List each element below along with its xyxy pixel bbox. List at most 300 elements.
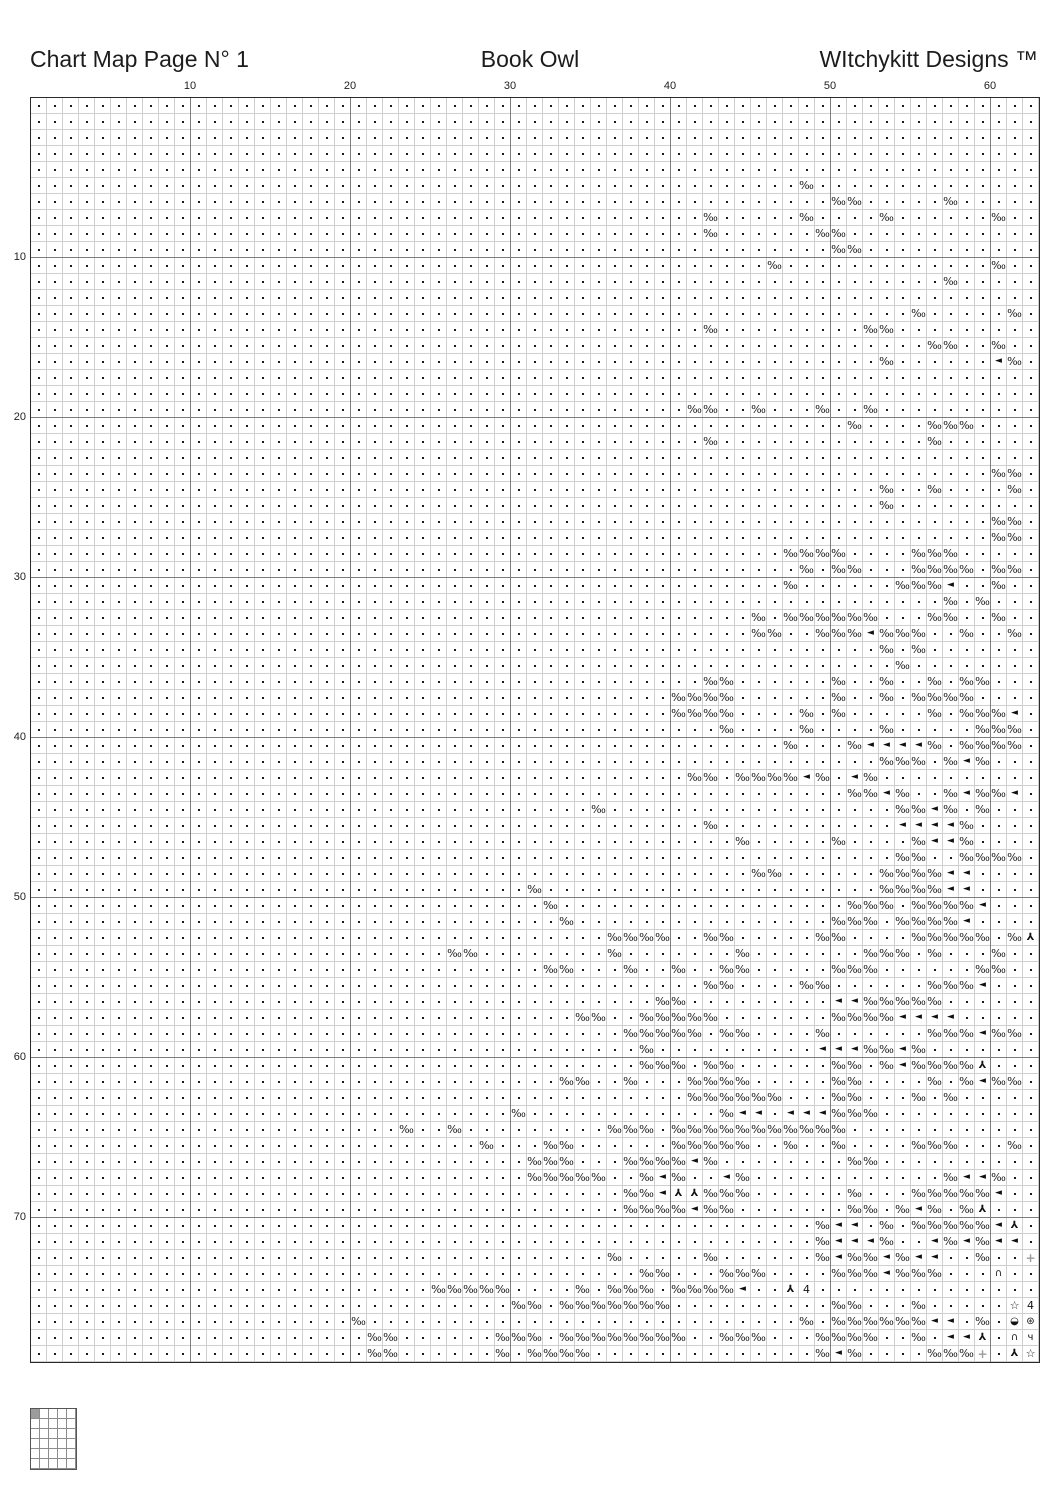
- dot-stitch: [134, 633, 136, 635]
- dot-stitch: [118, 217, 120, 219]
- grid-cell: [31, 178, 47, 194]
- grid-cell: [63, 658, 79, 674]
- dot-stitch: [902, 393, 904, 395]
- grid-cell: [815, 114, 831, 130]
- grid-cell: [815, 546, 831, 562]
- dot-stitch: [726, 553, 728, 555]
- grid-cell: [239, 258, 255, 274]
- dot-stitch: [214, 249, 216, 251]
- grid-cell: [911, 610, 927, 626]
- dot-stitch: [502, 281, 504, 283]
- grid-cell: [143, 482, 159, 498]
- dot-stitch: [534, 409, 536, 411]
- grid-cell: [799, 434, 815, 450]
- grid-cell: [943, 242, 959, 258]
- grid-cell: [335, 258, 351, 274]
- grid-cell: [175, 530, 191, 546]
- grid-cell: [319, 466, 335, 482]
- dot-stitch: [486, 249, 488, 251]
- dot-stitch: [1014, 329, 1016, 331]
- grid-cell: [607, 530, 623, 546]
- dot-stitch: [838, 169, 840, 171]
- column-label: 60: [983, 80, 997, 92]
- permille-stitch: ‰: [799, 707, 814, 720]
- permille-stitch: ‰: [703, 211, 718, 224]
- grid-cell: [655, 98, 671, 114]
- grid-cell: [47, 402, 63, 418]
- permille-stitch: ‰: [703, 435, 718, 448]
- dot-stitch: [550, 153, 552, 155]
- dot-stitch: [358, 473, 360, 475]
- grid-cell: [783, 594, 799, 610]
- dot-stitch: [438, 329, 440, 331]
- dot-stitch: [214, 681, 216, 683]
- dot-stitch: [646, 601, 648, 603]
- grid-cell: [495, 642, 511, 658]
- dot-stitch: [214, 697, 216, 699]
- dot-stitch: [134, 409, 136, 411]
- dot-stitch: [374, 425, 376, 427]
- grid-cell: [1007, 594, 1023, 610]
- dot-stitch: [694, 217, 696, 219]
- grid-cell: [335, 610, 351, 626]
- grid-cell: [127, 370, 143, 386]
- dot-stitch: [406, 265, 408, 267]
- dot-stitch: [230, 489, 232, 491]
- grid-cell: [671, 258, 687, 274]
- grid-cell: [431, 418, 447, 434]
- grid-cell: [927, 386, 943, 402]
- dot-stitch: [326, 553, 328, 555]
- grid-cell: [479, 274, 495, 290]
- dot-stitch: [630, 169, 632, 171]
- dot-stitch: [662, 489, 664, 491]
- dot-stitch: [934, 121, 936, 123]
- permille-stitch: ‰: [911, 579, 926, 592]
- grid-cell: [111, 482, 127, 498]
- dot-stitch: [758, 281, 760, 283]
- grid-cell: [495, 178, 511, 194]
- dot-stitch: [934, 505, 936, 507]
- dot-stitch: [374, 697, 376, 699]
- dot-stitch: [1030, 105, 1032, 107]
- dot-stitch: [918, 153, 920, 155]
- grid-cell: [559, 306, 575, 322]
- grid-cell: [639, 642, 655, 658]
- grid-cell: [527, 610, 543, 626]
- grid-cell: [335, 114, 351, 130]
- dot-stitch: [838, 345, 840, 347]
- grid-cell: [799, 674, 815, 690]
- dot-stitch: [422, 377, 424, 379]
- grid-cell: [879, 162, 895, 178]
- grid-cell: [895, 402, 911, 418]
- grid-cell: [655, 290, 671, 306]
- grid-cell: [431, 386, 447, 402]
- dot-stitch: [822, 393, 824, 395]
- grid-cell: [543, 450, 559, 466]
- grid-cell: [751, 498, 767, 514]
- grid-cell: [511, 258, 527, 274]
- dot-stitch: [342, 377, 344, 379]
- grid-cell: [687, 642, 703, 658]
- dot-stitch: [390, 649, 392, 651]
- grid-cell: [319, 242, 335, 258]
- dot-stitch: [358, 489, 360, 491]
- dot-stitch: [102, 537, 104, 539]
- grid-cell: [559, 690, 575, 706]
- grid-cell: [991, 626, 1007, 642]
- grid-cell: [911, 466, 927, 482]
- dot-stitch: [582, 617, 584, 619]
- grid-cell: [607, 418, 623, 434]
- grid-cell: [335, 658, 351, 674]
- grid-cell: [287, 466, 303, 482]
- grid-cell: [271, 98, 287, 114]
- dot-stitch: [262, 169, 264, 171]
- permille-stitch: ‰: [927, 339, 942, 352]
- left-arrow-stitch: ◄: [1011, 708, 1018, 718]
- dot-stitch: [390, 201, 392, 203]
- grid-cell: [383, 594, 399, 610]
- grid-cell: [719, 498, 735, 514]
- dot-stitch: [390, 281, 392, 283]
- grid-cell: [687, 466, 703, 482]
- dot-stitch: [614, 649, 616, 651]
- dot-stitch: [886, 473, 888, 475]
- dot-stitch: [246, 601, 248, 603]
- grid-cell: [511, 242, 527, 258]
- dot-stitch: [806, 489, 808, 491]
- grid-cell: [31, 562, 47, 578]
- dot-stitch: [806, 345, 808, 347]
- dot-stitch: [774, 185, 776, 187]
- grid-cell: [447, 98, 463, 114]
- grid-cell: [271, 642, 287, 658]
- grid-cell: [159, 306, 175, 322]
- grid-cell: [591, 466, 607, 482]
- dot-stitch: [854, 585, 856, 587]
- dot-stitch: [166, 665, 168, 667]
- grid-cell: [79, 338, 95, 354]
- dot-stitch: [54, 105, 56, 107]
- dot-stitch: [470, 473, 472, 475]
- permille-stitch: ‰: [799, 179, 814, 192]
- grid-cell: [815, 274, 831, 290]
- dot-stitch: [950, 233, 952, 235]
- page-title: Chart Map Page N° 1: [30, 46, 249, 72]
- grid-cell: [399, 354, 415, 370]
- grid-cell: [879, 178, 895, 194]
- grid-cell: [927, 434, 943, 450]
- grid-cell: [943, 706, 959, 722]
- grid-cell: [879, 706, 895, 722]
- grid-cell: [191, 386, 207, 402]
- dot-stitch: [534, 377, 536, 379]
- grid-cell: [975, 114, 991, 130]
- grid-cell: [879, 114, 895, 130]
- grid-cell: [303, 338, 319, 354]
- dot-stitch: [774, 617, 776, 619]
- dot-stitch: [262, 649, 264, 651]
- grid-cell: [863, 402, 879, 418]
- grid-cell: [847, 466, 863, 482]
- grid-cell: [879, 690, 895, 706]
- dot-stitch: [806, 393, 808, 395]
- dot-stitch: [1014, 393, 1016, 395]
- dot-stitch: [726, 537, 728, 539]
- dot-stitch: [822, 713, 824, 715]
- grid-cell: [895, 530, 911, 546]
- dot-stitch: [214, 233, 216, 235]
- grid-cell: [559, 242, 575, 258]
- grid-cell: [31, 146, 47, 162]
- dot-stitch: [166, 441, 168, 443]
- grid-cell: [1023, 706, 1039, 722]
- dot-stitch: [294, 265, 296, 267]
- dot-stitch: [198, 185, 200, 187]
- grid-cell: [623, 498, 639, 514]
- grid-cell: [255, 354, 271, 370]
- grid-cell: [847, 626, 863, 642]
- grid-cell: [207, 562, 223, 578]
- grid-cell: [159, 210, 175, 226]
- grid-cell: [703, 658, 719, 674]
- grid-cell: [367, 322, 383, 338]
- dot-stitch: [550, 697, 552, 699]
- grid-cell: [255, 578, 271, 594]
- grid-cell: [543, 418, 559, 434]
- grid-cell: [63, 626, 79, 642]
- dot-stitch: [886, 665, 888, 667]
- dot-stitch: [502, 553, 504, 555]
- grid-cell: [159, 290, 175, 306]
- dot-stitch: [214, 169, 216, 171]
- dot-stitch: [998, 489, 1000, 491]
- dot-stitch: [982, 521, 984, 523]
- grid-cell: [575, 450, 591, 466]
- dot-stitch: [70, 393, 72, 395]
- dot-stitch: [710, 457, 712, 459]
- dot-stitch: [774, 425, 776, 427]
- dot-stitch: [150, 569, 152, 571]
- grid-cell: [63, 642, 79, 658]
- grid-cell: [47, 610, 63, 626]
- grid-cell: [191, 178, 207, 194]
- dot-stitch: [134, 505, 136, 507]
- dot-stitch: [390, 313, 392, 315]
- grid-cell: [543, 514, 559, 530]
- dot-stitch: [790, 569, 792, 571]
- grid-cell: [559, 434, 575, 450]
- dot-stitch: [70, 585, 72, 587]
- grid-cell: [671, 546, 687, 562]
- grid-cell: [335, 530, 351, 546]
- dot-stitch: [790, 441, 792, 443]
- grid-cell: [927, 178, 943, 194]
- grid-cell: [959, 290, 975, 306]
- dot-stitch: [918, 345, 920, 347]
- grid-cell: [815, 226, 831, 242]
- grid-cell: [639, 482, 655, 498]
- grid-cell: [591, 290, 607, 306]
- grid-cell: [591, 178, 607, 194]
- dot-stitch: [134, 153, 136, 155]
- grid-cell: [703, 402, 719, 418]
- dot-stitch: [774, 329, 776, 331]
- dot-stitch: [918, 169, 920, 171]
- dot-stitch: [294, 441, 296, 443]
- grid-cell: [95, 578, 111, 594]
- grid-cell: [399, 498, 415, 514]
- grid-cell: [911, 98, 927, 114]
- dot-stitch: [758, 201, 760, 203]
- grid-cell: [975, 258, 991, 274]
- dot-stitch: [854, 441, 856, 443]
- dot-stitch: [966, 457, 968, 459]
- grid-cell: [63, 162, 79, 178]
- grid-cell: [207, 114, 223, 130]
- grid-cell: [767, 514, 783, 530]
- grid-cell: [559, 162, 575, 178]
- grid-cell: [1007, 418, 1023, 434]
- dot-stitch: [630, 633, 632, 635]
- dot-stitch: [406, 329, 408, 331]
- dot-stitch: [886, 201, 888, 203]
- dot-stitch: [374, 601, 376, 603]
- grid-cell: [831, 306, 847, 322]
- grid-cell: [47, 370, 63, 386]
- dot-stitch: [630, 377, 632, 379]
- grid-cell: [175, 146, 191, 162]
- grid-cell: [271, 146, 287, 162]
- grid-cell: [655, 322, 671, 338]
- dot-stitch: [918, 105, 920, 107]
- dot-stitch: [38, 489, 40, 491]
- grid-cell: [63, 722, 79, 738]
- grid-cell: [159, 274, 175, 290]
- dot-stitch: [822, 537, 824, 539]
- permille-stitch: ‰: [1007, 515, 1022, 528]
- grid-cell: [159, 466, 175, 482]
- permille-stitch: ‰: [927, 675, 942, 688]
- grid-cell: [319, 658, 335, 674]
- dot-stitch: [406, 441, 408, 443]
- dot-stitch: [182, 201, 184, 203]
- grid-cell: [447, 290, 463, 306]
- grid-cell: [127, 482, 143, 498]
- grid-cell: [479, 610, 495, 626]
- dot-stitch: [598, 473, 600, 475]
- grid-cell: [799, 530, 815, 546]
- grid-cell: [943, 450, 959, 466]
- dot-stitch: [342, 553, 344, 555]
- grid-cell: [111, 674, 127, 690]
- dot-stitch: [358, 217, 360, 219]
- dot-stitch: [854, 457, 856, 459]
- grid-cell: [591, 626, 607, 642]
- grid-cell: [879, 642, 895, 658]
- grid-cell: [911, 354, 927, 370]
- dot-stitch: [182, 601, 184, 603]
- grid-cell: [159, 610, 175, 626]
- dot-stitch: [918, 297, 920, 299]
- grid-cell: [463, 194, 479, 210]
- grid-cell: [815, 514, 831, 530]
- grid-cell: [815, 162, 831, 178]
- grid-cell: [271, 578, 287, 594]
- grid-cell: [719, 402, 735, 418]
- dot-stitch: [118, 345, 120, 347]
- dot-stitch: [694, 329, 696, 331]
- dot-stitch: [198, 105, 200, 107]
- dot-stitch: [470, 393, 472, 395]
- dot-stitch: [742, 697, 744, 699]
- grid-cell: [47, 482, 63, 498]
- grid-cell: [799, 146, 815, 162]
- dot-stitch: [678, 281, 680, 283]
- dot-stitch: [86, 633, 88, 635]
- dot-stitch: [102, 281, 104, 283]
- dot-stitch: [678, 137, 680, 139]
- grid-cell: [335, 322, 351, 338]
- dot-stitch: [38, 553, 40, 555]
- dot-stitch: [166, 313, 168, 315]
- grid-cell: [447, 578, 463, 594]
- grid-cell: [831, 98, 847, 114]
- dot-stitch: [454, 521, 456, 523]
- dot-stitch: [870, 313, 872, 315]
- grid-cell: [719, 226, 735, 242]
- grid-cell: [287, 418, 303, 434]
- dot-stitch: [326, 457, 328, 459]
- grid-cell: [319, 258, 335, 274]
- grid-cell: [351, 338, 367, 354]
- grid-cell: [1023, 434, 1039, 450]
- dot-stitch: [454, 249, 456, 251]
- dot-stitch: [902, 601, 904, 603]
- grid-cell: [111, 258, 127, 274]
- dot-stitch: [774, 601, 776, 603]
- grid-cell: [1023, 626, 1039, 642]
- grid-cell: [671, 562, 687, 578]
- dot-stitch: [38, 441, 40, 443]
- dot-stitch: [310, 489, 312, 491]
- grid-cell: [1023, 130, 1039, 146]
- dot-stitch: [502, 409, 504, 411]
- grid-cell: [767, 338, 783, 354]
- grid-cell: [479, 498, 495, 514]
- grid-cell: [687, 242, 703, 258]
- grid-cell: [335, 578, 351, 594]
- grid-cell: [1023, 386, 1039, 402]
- grid-cell: [815, 530, 831, 546]
- permille-stitch: ‰: [879, 675, 894, 688]
- dot-stitch: [374, 617, 376, 619]
- grid-cell: [831, 482, 847, 498]
- grid-cell: [367, 354, 383, 370]
- grid-cell: [351, 274, 367, 290]
- dot-stitch: [278, 137, 280, 139]
- dot-stitch: [390, 441, 392, 443]
- grid-cell: [559, 674, 575, 690]
- grid-cell: [479, 690, 495, 706]
- grid-cell: [767, 674, 783, 690]
- dot-stitch: [662, 329, 664, 331]
- dot-stitch: [854, 681, 856, 683]
- dot-stitch: [790, 713, 792, 715]
- dot-stitch: [662, 201, 664, 203]
